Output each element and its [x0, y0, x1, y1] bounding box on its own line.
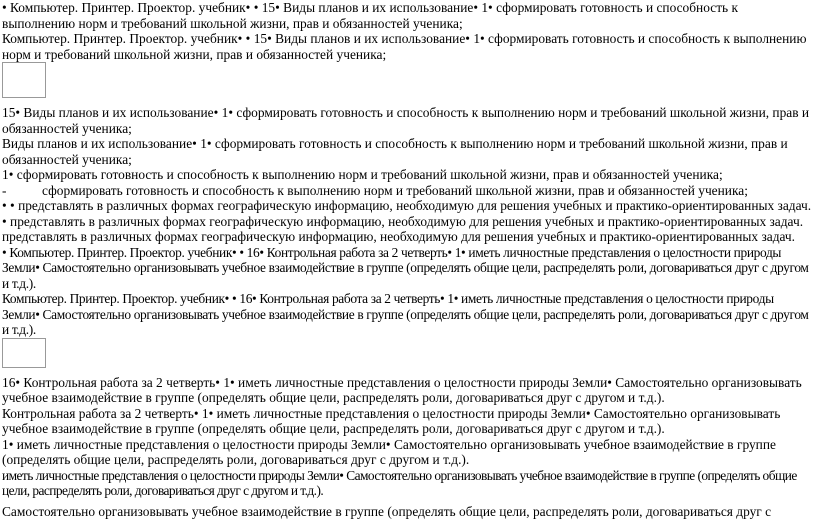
text-line-7: • • представлять в различных формах географическую информацию, необходимую для решения учебных и практико-ориентированных задач. — [2, 198, 812, 213]
image-placeholder-2 — [2, 338, 46, 368]
text-line-12: 16• Контрольная работа за 2 четверть• 1• иметь личностные представления о целостности природы Земли• Самостоятельно организовывать учебное взаимодействие в группе (определять общие цели, распределять роли, договариваться друг с другом и т.д.). — [2, 374, 802, 405]
text-line-14: 1• иметь личностные представления о целостности природы Земли• Самостоятельно организовывать учебное взаимодействие в группе (определять общие цели, распределять роли, договариваться друг с другом и т.д.). — [2, 436, 776, 467]
text-line-2: Компьютер. Принтер. Проектор. учебник• • 15• Виды планов и их использование• 1• сформировать готовность и способность к выполнению норм и требований школьной жизни, прав и обязанностей ученика; — [2, 31, 807, 62]
image-placeholder-1 — [2, 62, 46, 98]
text-line-13: Контрольная работа за 2 четверть• 1• иметь личностные представления о целостности природы Земли• Самостоятельно организовывать учебное взаимодействие в группе (определять общие цели, распределять роли, договариваться друг с другом и т.д.). — [2, 405, 781, 436]
text-line-16: Самостоятельно организовывать учебное взаимодействие в группе (определять общие цели, распределять роли, договариваться друг с — [2, 504, 772, 519]
text-line-15: иметь личностные представления о целостности природы Земли• Самостоятельно организовывать учебное взаимодействие в группе (определять общие цели, распределять роли, договариваться друг с другом и т.д.). — [2, 467, 797, 498]
text-line-10: • Компьютер. Принтер. Проектор. учебник• • 16• Контрольная работа за 2 четверть• 1• иметь личностные представления о целостности природы Земли• Самостоятельно организовывать учебное взаимодействие в группе (определять общие цели, распределять роли, договариваться друг с другом и т.д.). — [2, 244, 809, 291]
text-line-9: представлять в различных формах географическую информацию, необходимую для решения учебных и практико-ориентированных задач. — [2, 229, 795, 244]
text-line-3: 15• Виды планов и их использование• 1• сформировать готовность и способность к выполнению норм и требований школьной жизни, прав и обязанностей ученика; — [2, 105, 810, 136]
text-line-1: • Компьютер. Принтер. Проектор. учебник• • 15• Виды планов и их использование• 1• сформировать готовность и способность к выполнению норм и требований школьной жизни, прав и обязанностей ученика; — [2, 0, 739, 31]
dash-list-item — [2, 183, 812, 199]
document-body — [2, 0, 812, 499]
dash-marker: - — [2, 182, 7, 198]
text-line-5: 1• сформировать готовность и способность к выполнению норм и требований школьной жизни, прав и обязанностей ученика; — [2, 167, 723, 182]
text-line-11: Компьютер. Принтер. Проектор. учебник• • 16• Контрольная работа за 2 четверть• 1• иметь личностные представления о целостности природы Земли• Самостоятельно организовывать учебное взаимодействие в группе (определять общие цели, распределять роли, договариваться друг с другом и т.д.). — [2, 291, 809, 337]
text-line-6: сформировать готовность и способность к выполнению норм и требований школьной жизни, прав и обязанностей ученика; — [42, 182, 748, 198]
text-line-8: • представлять в различных формах географическую информацию, необходимую для решения учебных и практико-ориентированных задач. — [2, 213, 804, 229]
text-line-4: Виды планов и их использование• 1• сформировать готовность и способность к выполнению норм и требований школьной жизни, прав и обязанностей ученика; — [2, 136, 788, 167]
